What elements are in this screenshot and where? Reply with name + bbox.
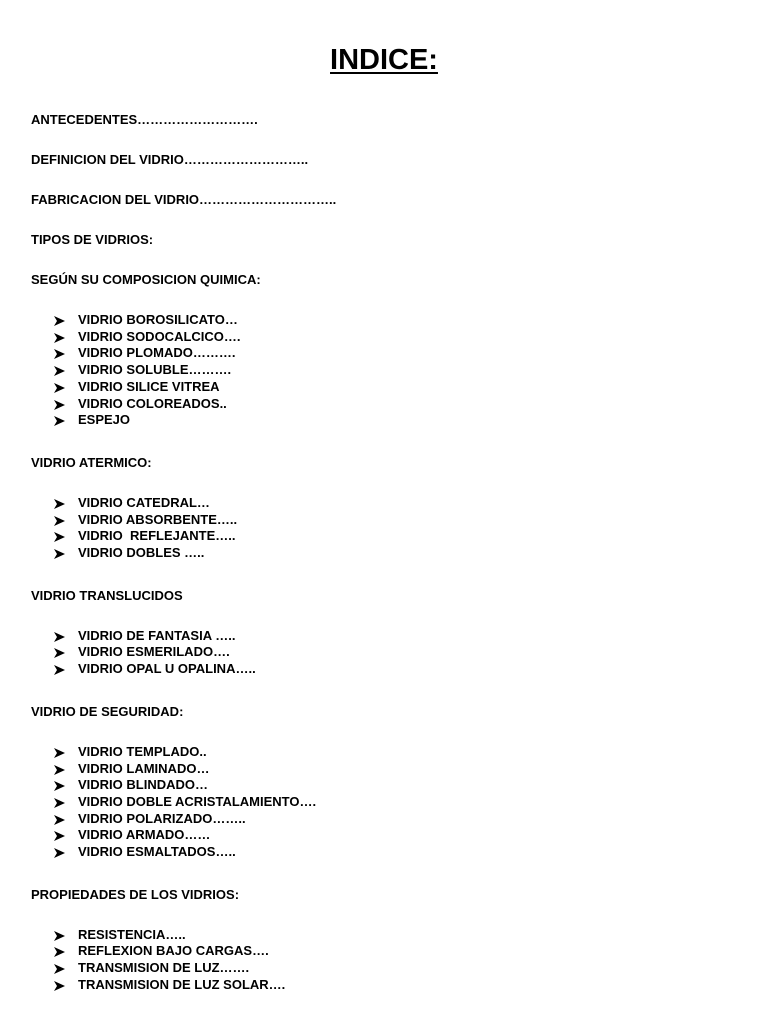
list-item-label: VIDRIO CATEDRAL…: [78, 494, 210, 510]
list-item-label: VIDRIO SOLUBLE……….: [78, 362, 232, 378]
section-heading-translucidos: VIDRIO TRANSLUCIDOS: [31, 587, 183, 603]
arrowhead-bullet-icon: [54, 848, 65, 858]
list-composicion: [31, 312, 731, 429]
list-seguridad: [31, 744, 731, 861]
list-item-label: VIDRIO BLINDADO…: [78, 777, 208, 793]
list-item-label: VIDRIO COLOREADOS..: [78, 395, 227, 411]
list-item-label: VIDRIO OPAL U OPALINA…..: [78, 661, 256, 677]
list-item: [31, 495, 731, 512]
arrowhead-bullet-icon: [54, 831, 65, 841]
list-item: [31, 379, 731, 396]
list-item-label: VIDRIO ESMERILADO….: [78, 644, 230, 660]
list-item: [31, 528, 731, 545]
list-item-label: TRANSMISION DE LUZ SOLAR….: [78, 976, 286, 992]
list-item: [31, 794, 731, 811]
list-item-label: VIDRIO SILICE VITREA: [78, 378, 220, 394]
arrowhead-bullet-icon: [54, 349, 65, 359]
arrowhead-bullet-icon: [54, 383, 65, 393]
list-propiedades: [31, 927, 731, 994]
list-item: [31, 412, 731, 429]
list-item-label: VIDRIO BOROSILICATO…: [78, 312, 238, 327]
list-item-label: VIDRIO DOBLES …..: [78, 545, 205, 561]
list-item-label: VIDRIO DOBLE ACRISTALAMIENTO….: [78, 793, 317, 809]
list-item: [31, 545, 731, 562]
section-heading-composicion: SEGÚN SU COMPOSICION QUIMICA:: [31, 272, 261, 287]
arrowhead-bullet-icon: [54, 400, 65, 410]
list-item-label: VIDRIO ESMALTADOS…..: [78, 844, 236, 860]
arrowhead-bullet-icon: [54, 931, 65, 941]
list-item: [31, 977, 731, 994]
page-title: INDICE:: [330, 44, 438, 76]
arrowhead-bullet-icon: [54, 981, 65, 991]
list-item-label: VIDRIO ARMADO……: [78, 827, 211, 843]
arrowhead-bullet-icon: [54, 947, 65, 957]
list-item: [31, 345, 731, 362]
list-item-label: VIDRIO REFLEJANTE…..: [78, 528, 236, 544]
arrowhead-bullet-icon: [54, 798, 65, 808]
list-item: [31, 844, 731, 861]
list-item: [31, 927, 731, 944]
arrowhead-bullet-icon: [54, 815, 65, 825]
arrowhead-bullet-icon: [54, 516, 65, 526]
list-item: [31, 960, 731, 977]
list-item: [31, 644, 731, 661]
list-item-label: VIDRIO DE FANTASIA …..: [78, 627, 236, 643]
list-item-label: REFLEXION BAJO CARGAS….: [78, 943, 269, 959]
list-item: [31, 628, 731, 645]
list-item-label: VIDRIO ABSORBENTE…..: [78, 511, 238, 527]
list-item: [31, 777, 731, 794]
list-item: [31, 661, 731, 678]
arrowhead-bullet-icon: [54, 748, 65, 758]
list-item: [31, 312, 731, 329]
list-item: [31, 827, 731, 844]
list-item-label: VIDRIO PLOMADO……….: [78, 345, 236, 361]
entry-definicion: DEFINICION DEL VIDRIO………………………..: [31, 152, 309, 167]
list-item-label: VIDRIO POLARIZADO……..: [78, 810, 246, 826]
entry-tipos: TIPOS DE VIDRIOS:: [31, 232, 154, 247]
index-content: [31, 111, 731, 994]
section-heading-propiedades: PROPIEDADES DE LOS VIDRIOS:: [31, 886, 240, 902]
arrowhead-bullet-icon: [54, 781, 65, 791]
arrowhead-bullet-icon: [54, 416, 65, 426]
entry-fabricacion: FABRICACION DEL VIDRIO…………………………..: [31, 192, 337, 207]
list-item: [31, 362, 731, 379]
arrowhead-bullet-icon: [54, 532, 65, 542]
list-translucidos: [31, 628, 731, 678]
arrowhead-bullet-icon: [54, 333, 65, 343]
arrowhead-bullet-icon: [54, 964, 65, 974]
entry-antecedentes: ANTECEDENTES……………………….: [31, 112, 258, 127]
list-item: [31, 396, 731, 413]
arrowhead-bullet-icon: [54, 366, 65, 376]
list-item-label: ESPEJO: [78, 412, 131, 428]
list-item: [31, 512, 731, 529]
list-item-label: VIDRIO SODOCALCICO….: [78, 328, 241, 344]
list-item-label: TRANSMISION DE LUZ…….: [78, 960, 250, 976]
list-item: [31, 329, 731, 346]
list-item: [31, 811, 731, 828]
section-heading-seguridad: VIDRIO DE SEGURIDAD:: [31, 703, 184, 719]
arrowhead-bullet-icon: [54, 499, 65, 509]
arrowhead-bullet-icon: [54, 648, 65, 658]
list-atermico: [31, 495, 731, 562]
section-heading-atermico: VIDRIO ATERMICO:: [31, 454, 152, 470]
list-item-label: RESISTENCIA…..: [78, 926, 186, 942]
list-item: [31, 943, 731, 960]
list-item-label: VIDRIO LAMINADO…: [78, 760, 210, 776]
arrowhead-bullet-icon: [54, 549, 65, 559]
list-item: [31, 761, 731, 778]
list-item: [31, 744, 731, 761]
arrowhead-bullet-icon: [54, 632, 65, 642]
arrowhead-bullet-icon: [54, 316, 65, 326]
arrowhead-bullet-icon: [54, 765, 65, 775]
list-item-label: VIDRIO TEMPLADO..: [78, 743, 207, 759]
arrowhead-bullet-icon: [54, 665, 65, 675]
